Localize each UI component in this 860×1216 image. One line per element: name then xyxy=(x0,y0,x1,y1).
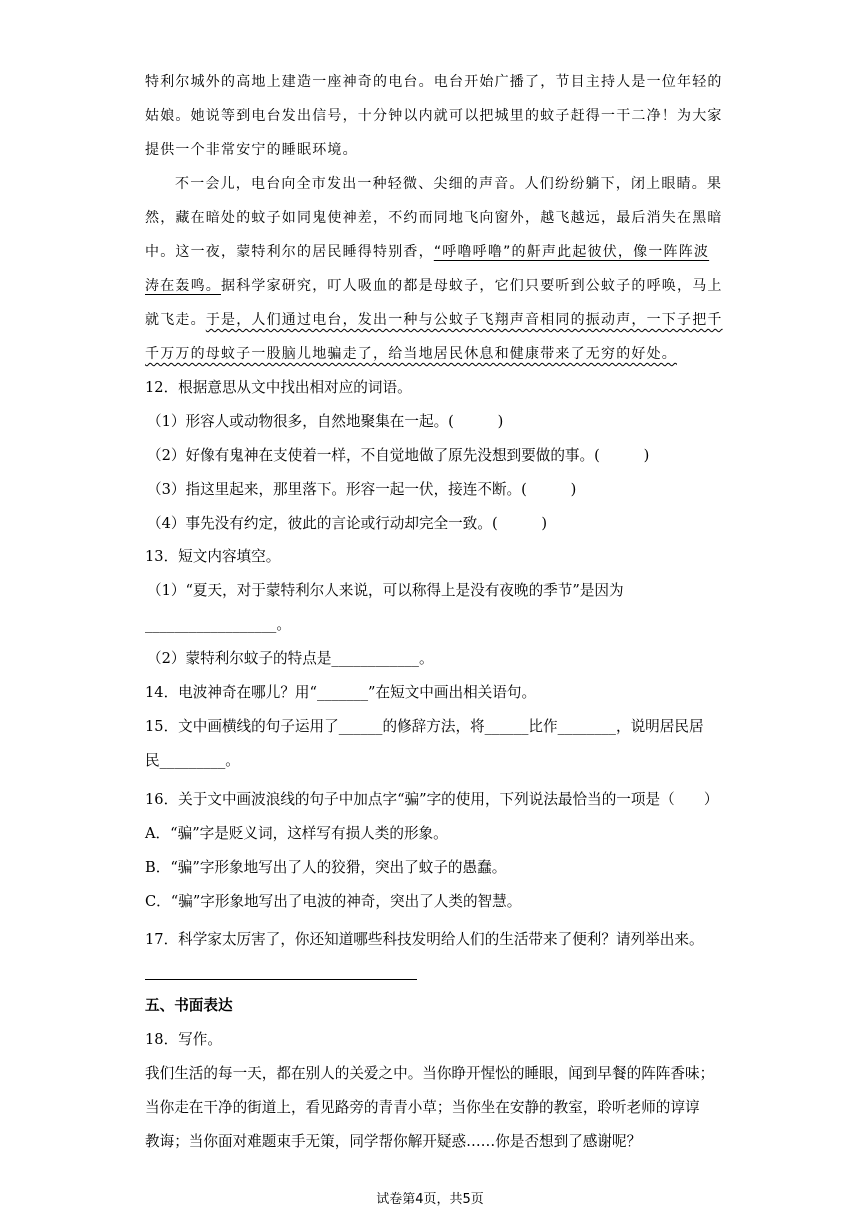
passage-line xyxy=(145,241,720,263)
option-c: C．“骗”字形象地写出了电波的神奇，突出了人类的智慧。 xyxy=(145,893,522,910)
question-12-2: （2）好像有鬼神在支使着一样，不自觉地做了原先没想到要做的事。( ) xyxy=(147,447,650,464)
underlined-sentence: “呼噜呼噜”的鼾声此起彼伏，像一阵阵波 xyxy=(433,244,710,260)
question-13-2: （2）蒙特利尔蚊子的特点是____________。 xyxy=(147,650,434,667)
question-12: 12．根据意思从文中找出相对应的词语。 xyxy=(145,379,412,396)
passage-text: 就飞走。 xyxy=(145,312,206,328)
passage-text: 中。这一夜，蒙特利尔的居民睡得特别香， xyxy=(145,244,434,260)
answer-line xyxy=(145,979,417,980)
question-15: 15．文中画横线的句子运用了______的修辞方法，将______比作________，说明居民居 xyxy=(145,718,704,735)
question-14: 14．电波神奇在哪儿？用“_______”在短文中画出相关语句。 xyxy=(145,684,537,701)
question-17: 17．科学家太厉害了，你还知道哪些科技发明给人们的生活带来了便利？请列举出来。 xyxy=(145,931,704,948)
passage-line xyxy=(145,309,723,331)
page-footer: 试卷第4页，共5页 xyxy=(376,1192,484,1207)
question-12-4: （4）事先没有约定，彼此的言论或行动却完全一致。( ) xyxy=(147,515,548,532)
passage-line: 不一会儿，电台向全市发出一种轻微、尖细的声音。人们纷纷躺下，闭上眼睛。果 xyxy=(175,176,723,192)
passage-line xyxy=(145,343,720,365)
wavy-underlined-sentence: 千万万的母蚊子一股脑儿地骗走了，给当地居民休息和健康带来了无穷的好处。 xyxy=(145,346,677,362)
question-15-cont: 民_________。 xyxy=(145,752,240,769)
passage-text: 据科学家研究，叮人吸血的都是母蚊子，它们只要听到公蚊子的呼唤，马上 xyxy=(221,278,723,294)
question-13-1: （1）“夏天，对于蒙特利尔人来说，可以称得上是没有夜晚的季节”是因为 xyxy=(147,582,624,599)
passage-line: 提供一个非常安宁的睡眠环境。 xyxy=(145,142,358,158)
answer-blank: __________________。 xyxy=(145,616,291,633)
question-18: 18．写作。 xyxy=(145,1031,222,1048)
passage-line: 特利尔城外的高地上建造一座神奇的电台。电台开始广播了，节目主持人是一位年轻的 xyxy=(145,74,723,90)
writing-prompt-line: 教诲；当你面对难题束手无策，同学帮你解开疑惑……你是否想到了感谢呢？ xyxy=(145,1133,642,1150)
writing-prompt-line: 当你走在干净的街道上，看见路旁的青青小草；当你坐在安静的教室，聆听老师的谆谆 xyxy=(145,1099,700,1116)
option-a: A．“骗”字是贬义词，这样写有损人类的形象。 xyxy=(145,825,448,842)
question-12-1: （1）形容人或动物很多，自然地聚集在一起。( ) xyxy=(147,413,504,430)
writing-prompt-line: 我们生活的每一天，都在别人的关爱之中。当你睁开惺忪的睡眼，闻到早餐的阵阵香味； xyxy=(145,1065,715,1082)
option-b: B．“骗”字形象地写出了人的狡猾，突出了蚊子的愚蠢。 xyxy=(145,859,507,876)
section-title: 五、书面表达 xyxy=(145,997,233,1014)
passage-line: 姑娘。她说等到电台发出信号，十分钟以内就可以把城里的蚊子赶得一干二净！为大家 xyxy=(145,108,723,124)
question-12-3: （3）指这里起来，那里落下。形容一起一伏，接连不断。( ) xyxy=(147,481,577,498)
underlined-sentence: 涛在轰鸣。 xyxy=(145,278,221,294)
passage-line xyxy=(145,275,723,297)
question-13: 13．短文内容填空。 xyxy=(145,548,281,565)
passage-line: 然，藏在暗处的蚊子如同鬼使神差，不约而同地飞向窗外，越飞越远，最后消失在黑暗 xyxy=(145,210,723,226)
question-16: 16．关于文中画波浪线的句子中加点字“骗”字的使用，下列说法最恰当的一项是（ ） xyxy=(145,791,719,808)
wavy-underlined-sentence: 于是，人们通过电台，发出一种与公蚊子飞翔声音相同的振动声，一下子把千 xyxy=(205,312,723,328)
